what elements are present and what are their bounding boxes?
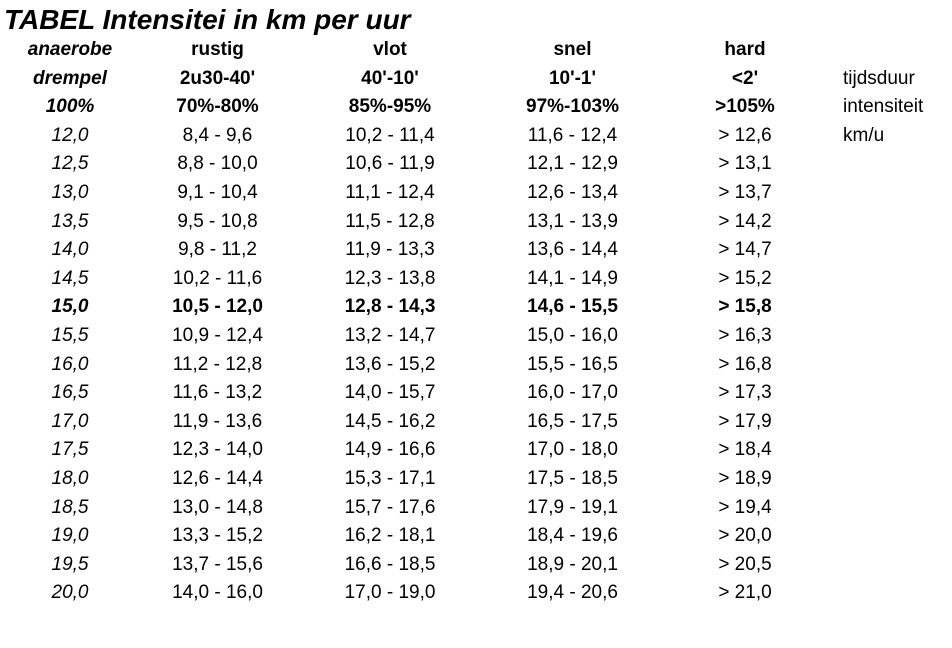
cell-rustig: 9,5 - 10,8 (177, 210, 258, 232)
cell-threshold: 18,5 (51, 496, 89, 518)
table-row (0, 351, 952, 380)
table-row (0, 551, 952, 580)
header-cell-side-label: intensiteit (843, 96, 924, 118)
table-row (0, 208, 952, 237)
cell-vlot: 15,7 - 17,6 (344, 496, 436, 518)
cell-rustig: 12,6 - 14,4 (172, 467, 263, 489)
table-row (0, 408, 952, 437)
cell-threshold: 19,5 (51, 553, 89, 575)
header-cell-vlot: vlot (373, 39, 407, 60)
cell-side-label (830, 522, 952, 551)
cell-rustig: 10,9 - 12,4 (172, 324, 263, 346)
cell-side-label (830, 351, 952, 380)
cell-vlot: 13,6 - 15,2 (344, 353, 436, 375)
header-cell-rustig: 2u30-40' (179, 67, 256, 89)
cell-vlot: 11,1 - 12,4 (345, 181, 435, 203)
table-row (0, 179, 952, 208)
cell-snel: 18,9 - 20,1 (527, 553, 618, 575)
cell-vlot: 13,2 - 14,7 (344, 324, 436, 346)
cell-vlot: 16,2 - 18,1 (344, 525, 436, 547)
cell-rustig: 11,6 - 13,2 (172, 382, 263, 404)
cell-snel: 13,1 - 13,9 (527, 210, 618, 232)
header-cell-rustig: 70%-80% (176, 96, 259, 118)
header-cell-threshold: anaerobe (27, 39, 113, 60)
cell-snel: 17,9 - 19,1 (527, 496, 618, 518)
table-row (0, 265, 952, 294)
page-title: TABEL Intensitei in km per uur (4, 4, 411, 35)
cell-threshold: 20,0 (51, 582, 89, 604)
cell-hard: > 18,9 (718, 467, 772, 489)
cell-threshold: 19,0 (51, 525, 89, 547)
cell-rustig: 9,8 - 11,2 (178, 239, 257, 261)
cell-rustig: 13,7 - 15,6 (172, 553, 263, 575)
header-cell-vlot: 40'-10' (361, 67, 419, 89)
cell-rustig: 10,5 - 12,0 (172, 296, 263, 318)
cell-threshold: 17,0 (51, 410, 89, 432)
cell-hard: > 15,8 (718, 296, 772, 318)
header-row (0, 93, 952, 122)
header-row (0, 36, 952, 65)
cell-hard: > 12,6 (718, 124, 772, 146)
cell-threshold: 15,0 (51, 296, 89, 318)
cell-hard: > 20,5 (718, 553, 772, 575)
cell-threshold: 16,0 (51, 353, 89, 375)
cell-hard: > 16,8 (718, 353, 772, 375)
header-cell-rustig: rustig (191, 39, 244, 60)
cell-snel: 15,0 - 16,0 (527, 324, 618, 346)
table-row (0, 494, 952, 523)
cell-snel: 16,0 - 17,0 (527, 382, 618, 404)
cell-rustig: 13,3 - 15,2 (172, 525, 263, 547)
cell-side-label (830, 322, 952, 351)
header-cell-threshold: drempel (33, 67, 107, 89)
intensity-table (0, 36, 952, 608)
table-row (0, 465, 952, 494)
intensity-table-body (0, 36, 952, 608)
cell-hard: > 17,3 (718, 382, 772, 404)
header-row (0, 65, 952, 94)
cell-snel: 17,0 - 18,0 (527, 439, 618, 461)
table-row (0, 236, 952, 265)
cell-hard: > 14,7 (718, 239, 772, 261)
cell-vlot: 10,2 - 11,4 (345, 124, 435, 146)
cell-threshold: 18,0 (51, 467, 89, 489)
cell-snel: 19,4 - 20,6 (527, 582, 618, 604)
cell-snel: 12,6 - 13,4 (527, 181, 618, 203)
table-row (0, 293, 952, 322)
cell-hard: > 15,2 (718, 267, 772, 289)
cell-snel: 15,5 - 16,5 (527, 353, 618, 375)
cell-snel: 14,6 - 15,5 (527, 296, 618, 318)
cell-side-label (830, 379, 952, 408)
cell-threshold: 13,5 (51, 210, 89, 232)
cell-vlot: 12,8 - 14,3 (344, 296, 436, 318)
cell-rustig: 11,2 - 12,8 (172, 353, 263, 375)
table-row (0, 579, 952, 608)
cell-side-label: km/u (843, 124, 885, 146)
cell-rustig: 11,9 - 13,6 (172, 410, 263, 432)
cell-side-label (830, 293, 952, 322)
cell-rustig: 13,0 - 14,8 (172, 496, 263, 518)
cell-vlot: 12,3 - 13,8 (344, 267, 436, 289)
cell-side-label (830, 494, 952, 523)
cell-hard: > 17,9 (718, 410, 772, 432)
cell-threshold: 17,5 (51, 439, 89, 461)
table-row (0, 436, 952, 465)
cell-hard: > 18,4 (718, 439, 772, 461)
table-row (0, 150, 952, 179)
cell-hard: > 19,4 (718, 496, 772, 518)
cell-vlot: 14,5 - 16,2 (344, 410, 436, 432)
cell-vlot: 16,6 - 18,5 (344, 553, 436, 575)
cell-vlot: 10,6 - 11,9 (345, 153, 435, 175)
cell-hard: > 16,3 (718, 324, 772, 346)
cell-rustig: 9,1 - 10,4 (177, 181, 258, 203)
cell-rustig: 8,4 - 9,6 (182, 124, 253, 146)
table-row (0, 122, 952, 151)
cell-threshold: 12,0 (51, 124, 89, 146)
header-cell-side-label: tijdsduur (843, 67, 915, 89)
cell-vlot: 11,5 - 12,8 (345, 210, 435, 232)
table-row (0, 322, 952, 351)
cell-rustig: 8,8 - 10,0 (177, 153, 258, 175)
cell-rustig: 12,3 - 14,0 (172, 439, 263, 461)
cell-side-label (830, 436, 952, 465)
cell-threshold: 13,0 (51, 181, 89, 203)
cell-threshold: 14,5 (51, 267, 89, 289)
cell-snel: 16,5 - 17,5 (527, 410, 618, 432)
cell-side-label (830, 265, 952, 294)
cell-threshold: 14,0 (51, 239, 89, 261)
header-cell-side-label (830, 36, 952, 65)
cell-rustig: 14,0 - 16,0 (172, 582, 263, 604)
cell-hard: > 21,0 (718, 582, 772, 604)
cell-vlot: 14,0 - 15,7 (344, 382, 436, 404)
cell-vlot: 11,9 - 13,3 (345, 239, 435, 261)
cell-vlot: 14,9 - 16,6 (344, 439, 436, 461)
header-cell-hard: >105% (715, 96, 775, 118)
cell-snel: 18,4 - 19,6 (527, 525, 618, 547)
cell-snel: 11,6 - 12,4 (527, 124, 618, 146)
cell-side-label (830, 579, 952, 608)
cell-threshold: 12,5 (51, 153, 89, 175)
table-row (0, 379, 952, 408)
header-cell-snel: snel (553, 39, 592, 60)
cell-side-label (830, 408, 952, 437)
cell-snel: 14,1 - 14,9 (527, 267, 618, 289)
cell-snel: 17,5 - 18,5 (527, 467, 618, 489)
cell-vlot: 17,0 - 19,0 (344, 582, 436, 604)
cell-side-label (830, 179, 952, 208)
header-cell-hard: <2' (731, 67, 759, 89)
cell-hard: > 14,2 (718, 210, 772, 232)
cell-threshold: 16,5 (51, 382, 89, 404)
table-row (0, 522, 952, 551)
cell-side-label (830, 551, 952, 580)
cell-snel: 12,1 - 12,9 (527, 153, 618, 175)
header-cell-snel: 10'-1' (548, 67, 597, 89)
header-cell-threshold: 100% (45, 96, 95, 118)
header-cell-vlot: 85%-95% (348, 96, 432, 118)
header-cell-snel: 97%-103% (526, 96, 619, 118)
cell-side-label (830, 150, 952, 179)
cell-side-label (830, 236, 952, 265)
cell-hard: > 13,1 (718, 153, 772, 175)
cell-threshold: 15,5 (51, 324, 89, 346)
cell-side-label (830, 465, 952, 494)
header-cell-hard: hard (724, 39, 766, 60)
cell-snel: 13,6 - 14,4 (527, 239, 618, 261)
cell-rustig: 10,2 - 11,6 (172, 267, 263, 289)
cell-side-label (830, 208, 952, 237)
cell-hard: > 13,7 (718, 181, 772, 203)
cell-vlot: 15,3 - 17,1 (344, 467, 436, 489)
cell-hard: > 20,0 (718, 525, 772, 547)
